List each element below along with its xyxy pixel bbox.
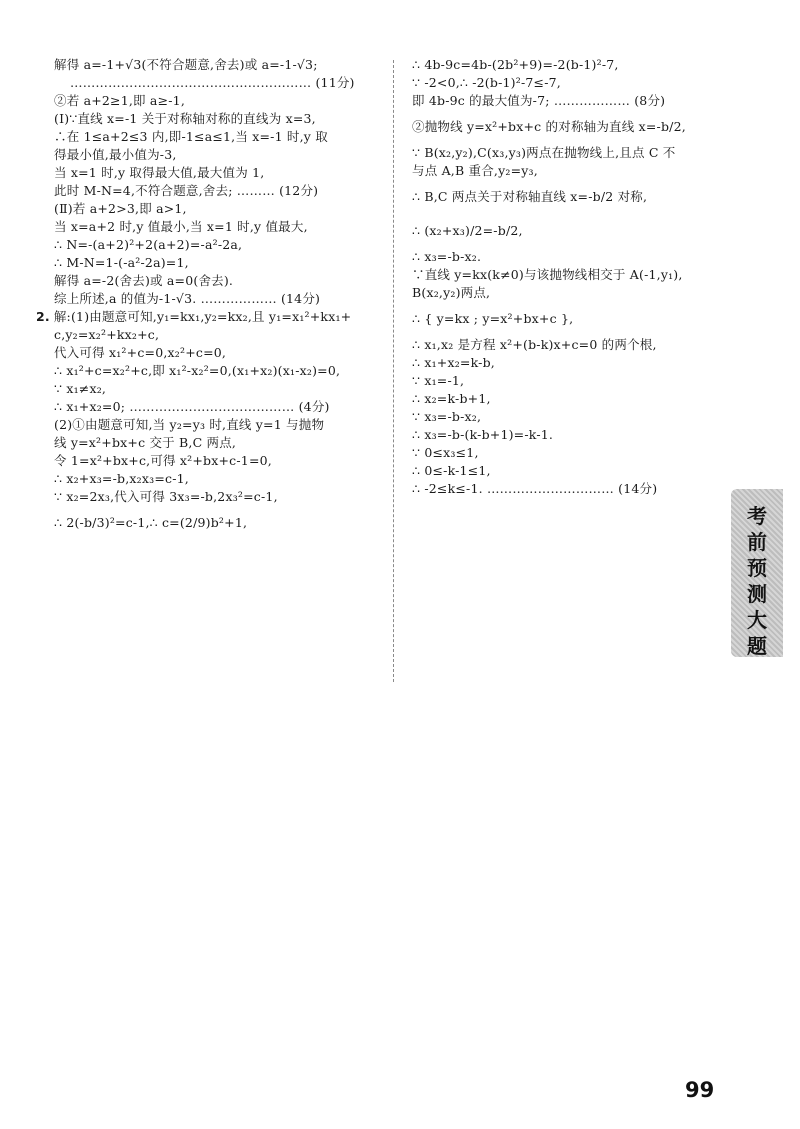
text-line: ②若 a+2≥1,即 a≥-1, [54, 93, 186, 108]
text-line: ∴ 2(-b/3)²=c-1,∴ c=(2/9)b²+1, [54, 515, 248, 530]
text-line: ∴ x₂=k-b+1, [412, 391, 491, 406]
text-line: 当 x=1 时,y 取得最大值,最大值为 1, [54, 165, 265, 180]
text-line: ∵ -2<0,∴ -2(b-1)²-7≤-7, [412, 75, 561, 90]
text-line: ∵ B(x₂,y₂),C(x₃,y₃)两点在抛物线上,且点 C 不 [412, 145, 676, 160]
text-line: ∴ M-N=1-(-a²-2a)=1, [54, 255, 189, 270]
text-line: ∵ 0≤x₃≤1, [412, 445, 479, 460]
question-line [36, 308, 380, 326]
text-line: ∴ N=-(a+2)²+2(a+2)=-a²-2a, [54, 237, 243, 252]
text-line: 此时 M-N=4,不符合题意,舍去; ……… (12分) [54, 183, 319, 198]
text-line: ∵ x₁≠x₂, [54, 381, 107, 396]
text-line: (2)①由题意可知,当 y₂=y₃ 时,直线 y=1 与抛物 [54, 417, 325, 432]
text-line: 综上所述,a 的值为-1-√3. ……………… (14分) [54, 291, 321, 306]
text-line: ∵ x₃=-b-x₂, [412, 409, 482, 424]
left-column [36, 56, 380, 540]
column-divider [393, 60, 394, 682]
text-line: ∵ x₂=2x₃,代入可得 3x₃=-b,2x₃²=c-1, [54, 489, 278, 504]
page-number: 99 [685, 1078, 715, 1102]
text-line: 得最小值,最小值为-3, [54, 147, 177, 162]
text-line: ∵直线 y=kx(k≠0)与该抛物线相交于 A(-1,y₁), [412, 267, 683, 282]
text-line: ∴ x₃=-b-x₂. [412, 249, 482, 264]
text-line: ∴ x₃=-b-(k-b+1)=-k-1. [412, 427, 554, 442]
text-line: ∴ 0≤-k-1≤1, [412, 463, 491, 478]
side-tab [731, 489, 783, 657]
text-line: c,y₂=x₂²+kx₂+c, [54, 327, 160, 342]
text-line: B(x₂,y₂)两点, [412, 285, 491, 300]
text-line: (Ⅱ)若 a+2>3,即 a>1, [54, 201, 187, 216]
text-line: ∴ 4b-9c=4b-(2b²+9)=-2(b-1)²-7, [412, 57, 619, 72]
right-column [412, 56, 717, 498]
text-line: 解:(1)由题意可知,y₁=kx₁,y₂=kx₂,且 y₁=x₁²+kx₁+ [53, 309, 352, 324]
text-line: ∴ -2≤k≤-1. ………………………… (14分) [412, 481, 658, 496]
text-line: ∴ { y=kx ; y=x²+bx+c }, [412, 311, 574, 326]
text-line: 代入可得 x₁²+c=0,x₂²+c=0, [54, 345, 227, 360]
text-line: 令 1=x²+bx+c,可得 x²+bx+c-1=0, [54, 453, 272, 468]
text-line: ∴ x₂+x₃=-b,x₂x₃=c-1, [54, 471, 189, 486]
text-line: ∴ B,C 两点关于对称轴直线 x=-b/2 对称, [412, 189, 648, 204]
text-line: 与点 A,B 重合,y₂=y₃, [412, 163, 538, 178]
text-line: 当 x=a+2 时,y 值最小,当 x=1 时,y 值最大, [54, 219, 308, 234]
text-line: ∴ x₁+x₂=0; ………………………………… (4分) [54, 399, 330, 414]
text-line: ②抛物线 y=x²+bx+c 的对称轴为直线 x=-b/2, [412, 119, 686, 134]
text-line: 解得 a=-1+√3(不符合题意,舍去)或 a=-1-√3; [54, 57, 318, 72]
question-number: 2. [36, 309, 50, 324]
text-line: ∴在 1≤a+2≤3 内,即-1≤a≤1,当 x=-1 时,y 取 [54, 129, 328, 144]
text-line: 线 y=x²+bx+c 交于 B,C 两点, [54, 435, 237, 450]
text-line: 即 4b-9c 的最大值为-7; ……………… (8分) [412, 93, 666, 108]
text-line: ∴ x₁+x₂=k-b, [412, 355, 495, 370]
text-line: ∴ x₁,x₂ 是方程 x²+(b-k)x+c=0 的两个根, [412, 337, 657, 352]
text-line: 解得 a=-2(舍去)或 a=0(舍去). [54, 273, 234, 288]
text-line: (Ⅰ)∵直线 x=-1 关于对称轴对称的直线为 x=3, [54, 111, 316, 126]
text-line: ∴ x₁²+c=x₂²+c,即 x₁²-x₂²=0,(x₁+x₂)(x₁-x₂)=0, [54, 363, 341, 378]
side-tab-label: 考前预测大题 [747, 504, 767, 658]
text-line: ∴ (x₂+x₃)/2=-b/2, [412, 223, 523, 238]
text-line: ∵ x₁=-1, [412, 373, 465, 388]
text-line: ………………………………………………… (11分) [70, 75, 355, 90]
